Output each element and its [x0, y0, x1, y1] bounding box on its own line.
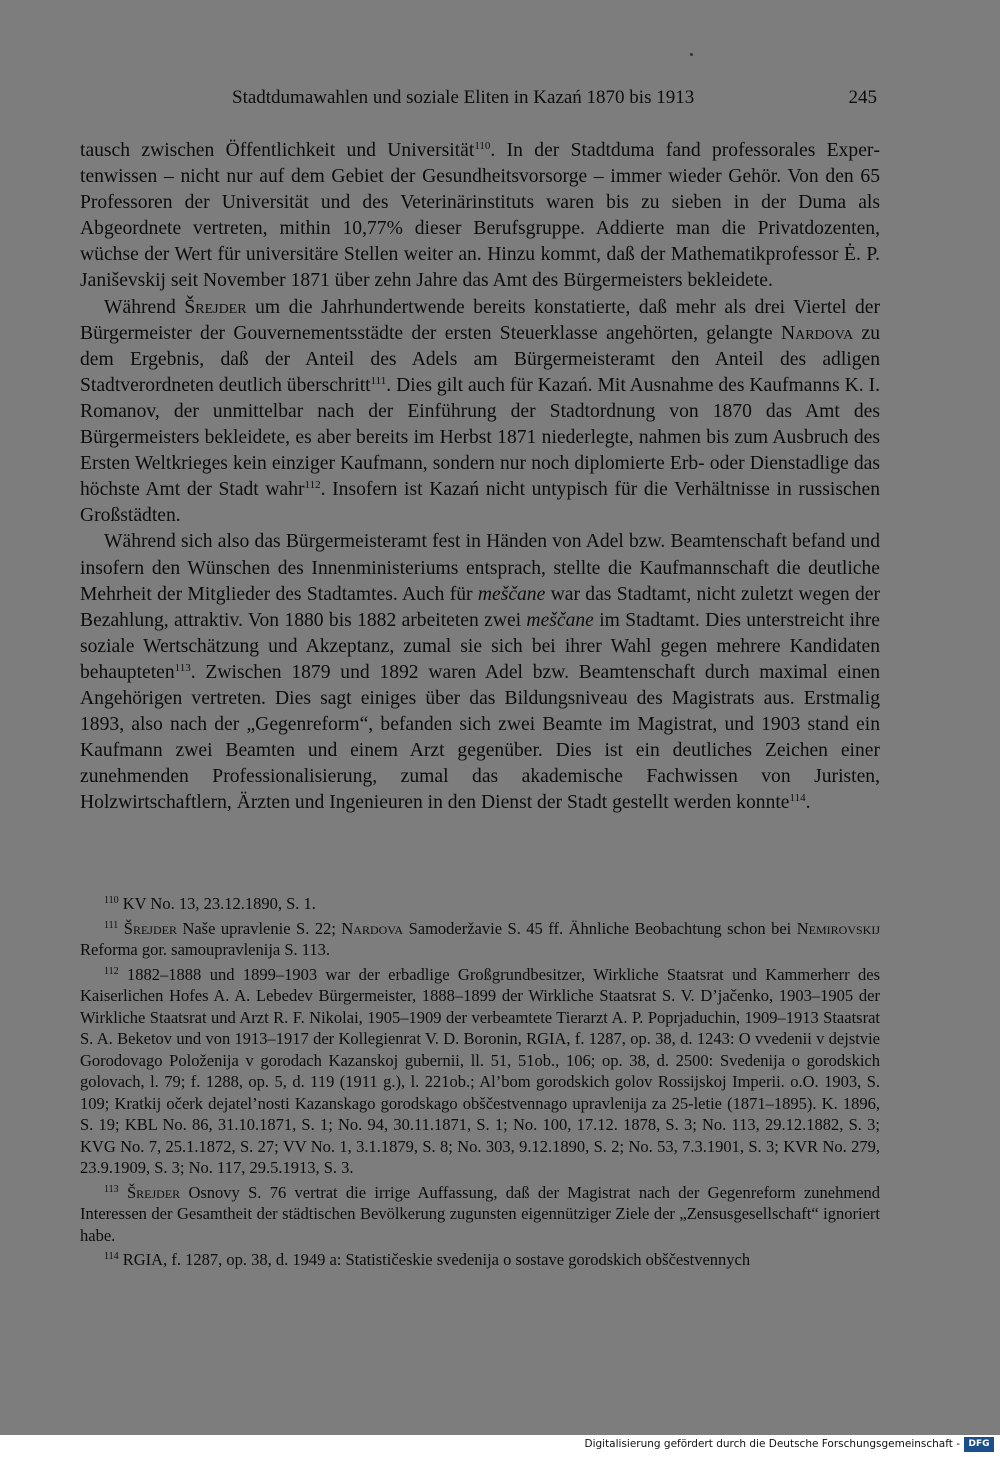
footnote-113: [80, 1182, 880, 1247]
text-run: KV No. 13, 23.12.1890, S. 1.: [118, 894, 316, 913]
text-run: . In der Stadtduma fand professorales Expertenwissen – nicht nur auf dem Gebiet der Gesundheitsvorsorge – immer wieder Gehör. Von den 65 Professoren der Universität und des Veterinärinstituts waren bis zu sieben in der Duma als Abgeordnete vertreten, mithin 10,77% dieser Berufsgruppe. Addierte man die Privatdozenten, wüchse der Wert für universitäre Stellen weiter an. Hinzu kommt, daß der Mathematikprofessor Ė. P. Janiševskij seit November 1871 über zehn Jahre das Amt des Bürgermeisters bekleidete.: [80, 140, 880, 292]
footnote-112: [80, 964, 880, 1179]
footnote-marker: 112: [304, 479, 321, 492]
paragraph-2: [80, 295, 880, 530]
paragraph-1: [80, 138, 880, 295]
footnote-marker: 110: [474, 140, 491, 152]
text-run: im Stadtamt. Dies unterstreicht ihre soziale Wertschätzung und Akzeptanz, zumal sie sich bei ihrer Wahl gegen mehrere Kandidaten behaupteten: [80, 609, 880, 683]
text-run: . Zwischen 1879 und 1892 waren Adel bzw. Beamtenschaft durch maximal einen Angehörigen vertreten. Dies sagt einiges über das Bildungsniveau des Magistrats aus. Erstmalig 1893, also nach der „Gegenreform“, befanden sich zwei Beamte im Magistrat, und 1903 stand ein Kaufmann zwei Beamten und einem Arzt gegenüber. Dies ist ein deutliches Zeichen einer zunehmenden Professionalisierung, zumal das akademische Fachwissen von Juristen, Holzwirtschaftlern, Ärzten und Ingenieuren in den Dienst der Stadt gestellt werden konnte: [80, 661, 880, 814]
footnote-marker: 111: [104, 919, 119, 931]
footnote-marker: 113: [104, 1183, 119, 1195]
footnote-111: [80, 918, 880, 961]
paragraph-3: [80, 529, 880, 816]
footnote-marker: 114: [789, 792, 806, 805]
author-name: Nardova: [341, 918, 404, 938]
text-run: Naše upravlenie S. 22;: [176, 918, 342, 938]
footnotes: [80, 893, 880, 1274]
author-name: Šrejder: [184, 296, 247, 318]
text-run: tausch zwischen Öffentlichkeit und Universität: [80, 140, 475, 161]
footnote-marker: 113: [174, 661, 191, 674]
scan-speck: [690, 53, 693, 56]
author-name: Nardova: [780, 322, 854, 344]
footnote-marker: 114: [104, 1251, 119, 1262]
text-run: Reforma gor. samoupravlenija S. 113.: [80, 940, 331, 959]
text-run: .: [805, 792, 811, 814]
dfg-logo: DFG: [964, 1437, 994, 1452]
footnote-114: [80, 1249, 880, 1271]
text-run: Während: [104, 296, 185, 318]
text-run: um die Jahrhundertwende bereits konstatierte, daß mehr als drei Viertel der Bürgermeister der Gouvernementsstädte der ersten Steuerklasse angehörten, gelangte: [80, 296, 881, 344]
footnote-marker: 111: [370, 374, 387, 387]
running-title: Stadtdumawahlen und soziale Eliten in Kazań 1870 bis 1913: [232, 87, 695, 108]
text-run: 1882–1888 und 1899–1903 war der erbadlige Großgrundbesitzer, Wirkliche Staatsrat und Kammerherr des Kaiserlichen Hofes A. A. Lebedev Bürgermeister, 1888–1899 der Wirkliche Staatsrat S. V. D’jačenko, 1903–1905 der Wirkliche Staatsrat und Arzt R. F. Nikolai, 1905–1909 der verbeamtete Tierarzt A. P. Poprjaduchin, 1909–1913 Staatsrat S. A. Beketov und von 1913–1917 der Kollegienrat V. D. Boronin, RGIA, f. 1287, op. 38, d. 1243: O vvedenii v dejstvie Gorodovago Položenija v gorodach Kazanskoj gubernii, ll. 51, 51ob., 106; op. 38, d. 2500: Svedenija o gorodskich golovach, l. 79; f. 1288, op. 5, d. 119 (1911 g.), l. 221ob.; Al’bom gorodskich golov Rossijskoj Imperii. o.O. 1903, S. 109; Kratkij očerk dejatel’nosti Kazanskago gorodskago obščestvennago upravlenija za 25-letie (1871–1895). K. 1896, S. 19; KBL No. 86, 31.10.1871, S. 1; No. 94, 30.11.1871, S. 1; No. 100, 17.12. 1878, S. 3; No. 113, 29.12.1882, S. 3; KVG No. 7, 25.1.1872, S. 27; VV No. 1, 3.1.1879, S. 8; No. 303, 9.12.1890, S. 2; No. 53, 7.3.1901, S. 3; KVR No. 279, 23.9.1909, S. 3; No. 117, 29.5.1913, S. 3.: [80, 964, 880, 1177]
author-name: Nemirovskij: [796, 918, 880, 938]
footnote-marker: 112: [104, 965, 119, 977]
text-run: Während sich also das Bürgermeisteramt fest in Händen von Adel bzw. Beamtenschaft befand und insofern den Wünschen des Innenministeriums entsprach, stellte die Kaufmannschaft die deutliche Mehrheit der Mitglieder des Stadtamtes. Auch für: [80, 531, 880, 605]
text-run: zu dem Ergebnis, daß der Anteil des Adels am Bürgermeisteramt den Anteil des adligen Stadtverordneten deutlich überschritt: [80, 322, 880, 396]
page-number: 245: [848, 87, 877, 108]
author-name: Šrejder: [123, 918, 177, 938]
text-run: RGIA, f. 1287, op. 38, d. 1949 a: Statističeskie svedenija o sostave gorodskich obščestvennych: [118, 1250, 751, 1269]
main-text: [80, 138, 880, 816]
footnote-marker: 110: [104, 895, 119, 906]
text-run: war das Stadtamt, nicht zuletzt wegen der Bezahlung, attraktiv. Von 1880 bis 1882 arbeiteten zwei: [80, 583, 880, 631]
text-run: . Insofern ist Kazań nicht untypisch für die Verhältnisse in russischen Großstädten.: [80, 479, 880, 527]
funding-credit: Digitalisierung gefördert durch die Deutsche Forschungsgemeinschaft -: [584, 1438, 960, 1450]
text-run: Osnovy S. 76 vertrat die irrige Auffassung, daß der Magistrat nach der Gegenreform zunehmend Interessen der Gesamtheit der städtischen Bevölkerung zugunsten eigennütziger Ziele der „Zensusgesellschaft“ ignoriert habe.: [80, 1182, 881, 1245]
italic-term: meščane: [477, 583, 546, 605]
footnote-110: [80, 893, 880, 915]
digitization-footer: [0, 1435, 1000, 1457]
author-name: Šrejder: [126, 1182, 181, 1202]
text-run: . Dies gilt auch für Kazań. Mit Ausnahme des Kaufmanns K. I. Romanov, der unmittelbar nach der Einführung der Stadtordnung von 1870 das Amt des Bürgermeisters bekleidete, es aber bereits im Herbst 1871 niederlegte, nahmen bis zum Ausbruch des Ersten Weltkrieges kein einziger Kaufmann, sondern nur noch diplomierte Erb- oder Dienstadlige das höchste Amt der Stadt wahr: [80, 374, 880, 501]
text-run: [119, 1183, 127, 1202]
italic-term: meščane: [526, 609, 594, 631]
running-header: [80, 87, 880, 113]
text-run: Samoderžavie S. 45 ff. Ähnliche Beobachtung schon bei: [403, 918, 797, 938]
